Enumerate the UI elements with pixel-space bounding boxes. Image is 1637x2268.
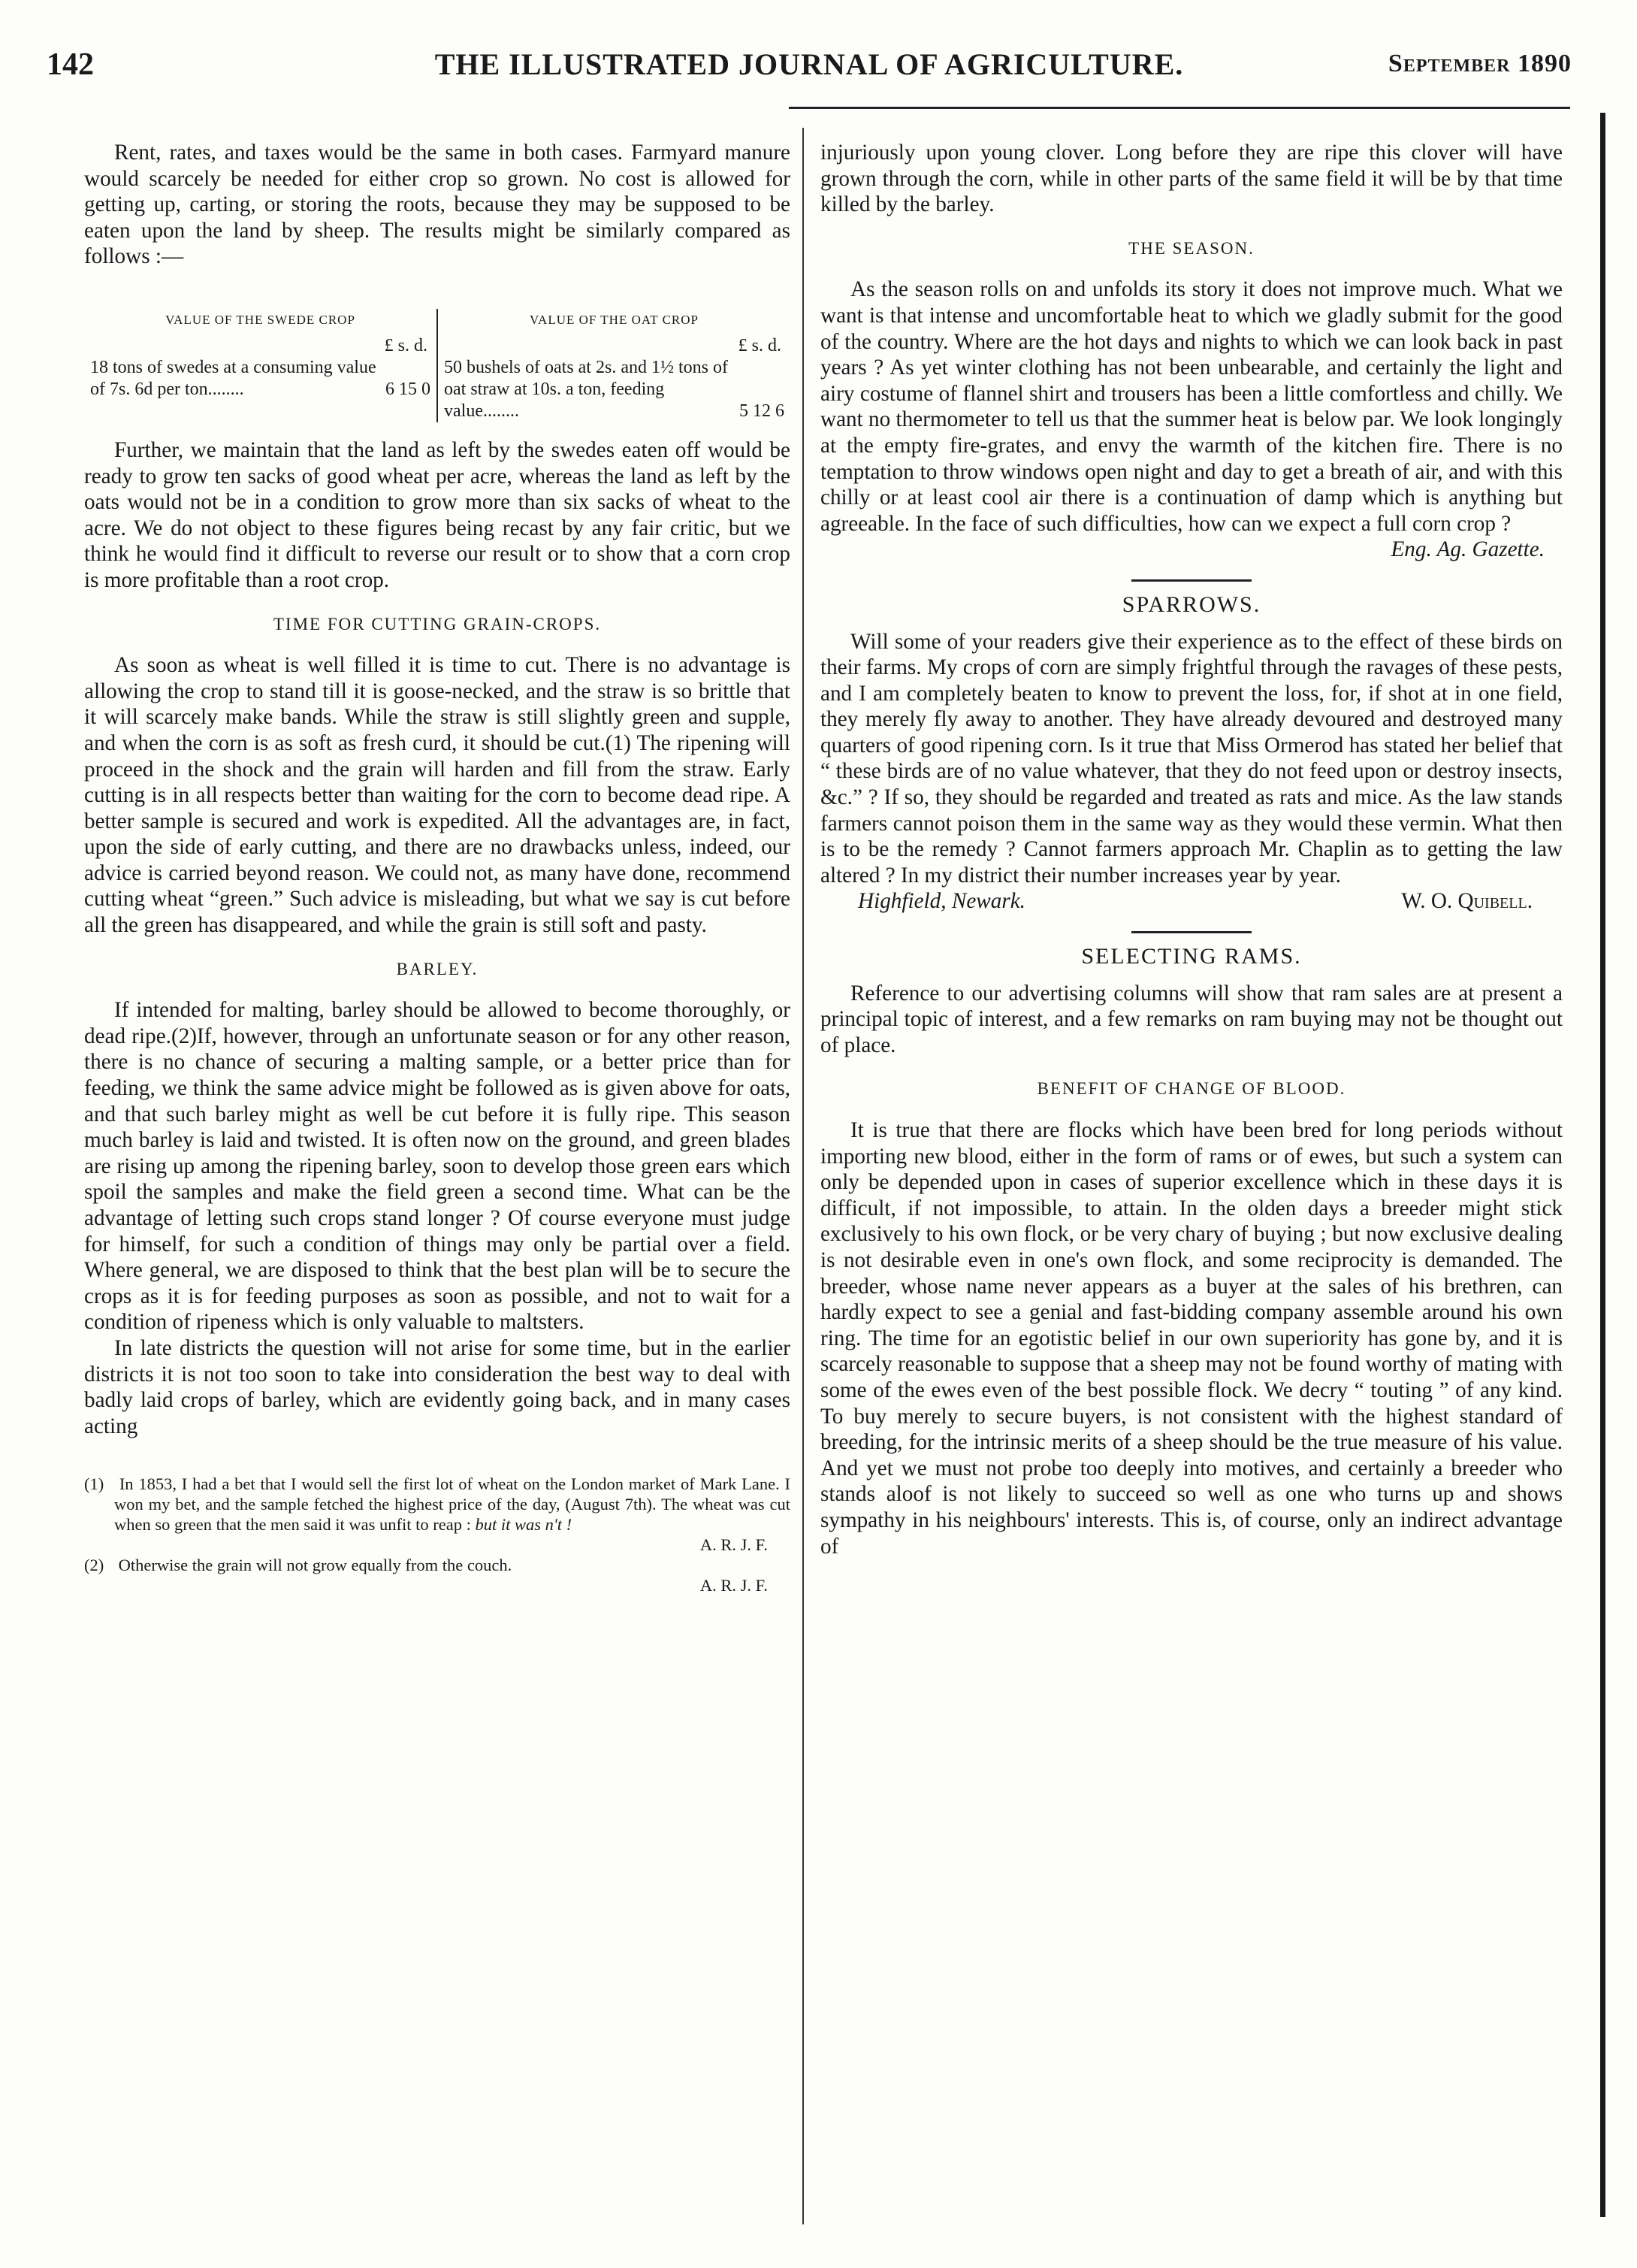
selecting-rams-paragraph: Reference to our advertising columns will show that ram sales are at present a principal topic of interest, and a few remarks on ram buying may not be thought out of place. <box>820 981 1563 1057</box>
footnote-1-label: (1) <box>84 1474 104 1494</box>
time-for-cutting-paragraph: As soon as wheat is well filled it is time to cut. There is no advantage is allowing the crop to stand till it is goose-necked, and the straw is so brittle that it will scarcely make bands. While the straw is still slightly green and supple, and when the corn is as soft as fresh curd, it should be cut.(1) The ripening will proceed in the shock and the grain will harden and fill from the straw. Early cutting is in all respects better than waiting for the corn to become dead ripe. A better sample is secured and work is expedited. All the advantages are, in fact, upon the side of early cutting, and there are no drawbacks unless, indeed, our advice is carried beyond reason. We could not, as many have done, recommend cutting wheat “green.” Such advice is misleading, but what we say is cut before all the green has disappeared, and while the grain is still soft and pasty. <box>84 653 790 938</box>
right-column <box>820 140 1563 1559</box>
selecting-rams-heading: SELECTING RAMS. <box>1081 944 1302 969</box>
barley-paragraph-1: If intended for malting, barley should be allowed to become thoroughly, or dead ripe.(2)If, however, through an unfortunate season or for any other reason, there is no chance of securing a malting sample, or a better price than for feeding, we think the same advice might be followed as is given above for oats, and that such barley might as well be cut before it is fully ripe. This season much barley is laid and twisted. It is often now on the ground, and green blades are rising up among the ripening barley, soon to develop those green ears which spoil the samples and make the field green a second time. What can be the advantage of letting such crops stand longer ? Of course everyone must judge for himself, for such a condition of things may only be partial over a field. Where general, we are disposed to think that the best plan will be to secure the crops as it is for feeding purposes as soon as possible, and not to wait for a condition of ripeness which is only valuable to maltsters. <box>84 998 790 1335</box>
swede-crop-description: 18 tons of swedes at a consuming value of 7s. 6d per ton........ <box>90 357 376 399</box>
intro-paragraph: Rent, rates, and taxes would be the same in both cases. Farmyard manure would scarcely be needed for either crop so grown. No cost is allowed for getting up, carting, or storing the roots, because they may be supposed to be eaten upon the land by sheep. The results might be similarly compared as follows :— <box>84 141 790 269</box>
sparrows-signature <box>820 888 1563 915</box>
issue-date: September 1890 <box>1388 50 1572 77</box>
footnote-2-text: Otherwise the grain will not grow equally from the couch. <box>118 1556 512 1575</box>
footnote-2-signature: A. R. J. F. <box>699 1576 768 1595</box>
sparrows-paragraph: Will some of your readers give their experience as to the effect of these birds on their farms. My crops of corn are simply frightful through the ravages of these pests, and I am completely beaten to know to prevent the loss, for, if shot at in one field, they merely fly away to another. They have already devoured and destroyed many quarters of good ripening corn. Is it true that Miss Ormerod has stated her belief that “ these birds are of no value whatever, that they do not feed upon or destroy insects, &c.” ? If so, they should be regarded and treated as rats and mice. As the law stands farmers cannot poison them in the same way as they would these vermin. What then is to be the remedy ? Cannot farmers approach Mr. Chaplin as to getting the law altered ? In my district their number increases year by year. <box>820 629 1563 888</box>
section-rule-1 <box>1131 579 1252 582</box>
swede-currency-header: £ s. d. <box>384 335 427 355</box>
page-header <box>47 47 1572 92</box>
oat-crop-column <box>438 309 790 422</box>
column-divider <box>802 128 804 2224</box>
footnote-2-label: (2) <box>84 1556 104 1575</box>
sparrows-place: Highfield, Newark. <box>858 889 1025 914</box>
footnote-1-text: In 1853, I had a bet that I would sell the first lot of wheat on the London market of Mark Lane. I won my bet, and the sample fetched the highest price of the day, (August 7th). The wheat was cut when so green that the men said it was unfit to reap : <box>114 1474 791 1535</box>
swede-crop-amount: 6 15 0 <box>385 379 430 399</box>
sparrows-heading: SPARROWS. <box>1122 591 1261 617</box>
oat-currency-header: £ s. d. <box>738 335 781 355</box>
season-heading: THE SEASON. <box>1128 238 1255 258</box>
page-number: 142 <box>47 47 94 82</box>
footnote-2 <box>84 1555 790 1575</box>
season-source: Eng. Ag. Gazette. <box>1391 537 1545 562</box>
oat-crop-header: VALUE OF THE OAT CROP <box>529 312 699 327</box>
continuation-paragraph: injuriously upon young clover. Long before they are ripe this clover will have grown through the corn, while in other parts of the same field it will be by that time killed by the barley. <box>820 141 1563 217</box>
oat-crop-row <box>444 357 784 422</box>
oat-crop-description: 50 bushels of oats at 2s. and 1½ tons of oat straw at 10s. a ton, feeding value........ <box>444 357 728 421</box>
footnote-1 <box>84 1474 790 1535</box>
oat-crop-amount: 5 12 6 <box>739 401 784 421</box>
header-rule <box>789 107 1570 109</box>
barley-paragraph-2: In late districts the question will not arise for some time, but in the earlier districts it is not too soon to take into consideration the best way to deal with badly laid crops of barley, which are evidently going back, and in many cases acting <box>84 1335 790 1438</box>
sparrows-author: W. O. Quibell. <box>1401 889 1533 914</box>
footnote-1-signature: A. R. J. F. <box>699 1535 768 1555</box>
further-paragraph: Further, we maintain that the land as left by the swedes eaten off would be ready to grow ten sacks of good wheat per acre, whereas the land as left by the oats would not be in a condition to grow more than six sacks of wheat to the acre. We do not object to these figures being recast by any fair critic, but we think he would find it difficult to reverse our result or to show that a corn crop is more profitable than a root crop. <box>84 437 790 592</box>
footnote-1-italic: but it was n't ! <box>475 1515 572 1535</box>
change-of-blood-heading: BENEFIT OF CHANGE OF BLOOD. <box>1037 1079 1346 1099</box>
swede-crop-header: VALUE OF THE SWEDE CROP <box>165 312 355 327</box>
crop-value-table <box>84 309 790 422</box>
season-paragraph: As the season rolls on and unfolds its story it does not improve much. What we want is that intense and uncomfortable heat to which we gladly submit for the good of the country. Where are the hot days and nights to which we can look back in past years ? As yet winter clothing has not been unbearable, and certainly the light and airy costume of flannel shirt and trousers has been a little comfortless and chilly. We want no thermometer to tell us that the summer heat is below par. We look longingly at the empty fire-grates, and envy the warmth of the kitchen fire. There is no temptation to throw windows open night and day to get a breath of air, and with this chilly or at least cool air there is a continuation of damp which is anything but agreeable. In the face of such difficulties, how can we expect a full corn crop ? <box>820 277 1563 536</box>
barley-heading: BARLEY. <box>396 959 479 978</box>
change-of-blood-paragraph: It is true that there are flocks which have been bred for long periods without importing new blood, either in the form of rams or of ewes, but such a system can only be depended upon in cases of superior excellence which in these days it is difficult, if not impossible, to attain. In the olden days a breeder might stick exclusively to his own flock, or be very chary of buying ; but now exclusive dealing is not desirable even in one's own flock, and some reciprocity is demanded. The breeder, whose name never appears as a buyer at the sales of his brethren, can hardly expect to see a genial and fast-bidding company assemble around his own ring. The time for an egotistic belief in our own superiority has gone by, and it is scarcely reasonable to suppose that a sheep may not be found worthy of mating with some of the ewes even of the best possible flock. We decry “ touting ” of any kind. To buy merely to secure buyers, is not consistent with the highest standard of breeding, for the intrinsic merits of a sheep should be the true measure of his value. And yet we must not probe too deeply into motives, and certainly a breeder who stands aloof is not likely to succeed so well as one who turns up and shows sympathy in his neighbours' interests. This is, of course, only an indirect advantage of <box>820 1118 1563 1559</box>
left-column <box>84 140 790 1595</box>
swede-crop-column <box>84 309 438 422</box>
swede-crop-row <box>90 357 430 401</box>
time-for-cutting-heading: TIME FOR CUTTING GRAIN-CROPS. <box>273 614 602 634</box>
section-rule-2 <box>1131 931 1252 933</box>
journal-title: THE ILLUSTRATED JOURNAL OF AGRICULTURE. <box>434 47 1184 81</box>
page-edge-bar <box>1600 113 1605 2217</box>
footnotes <box>84 1474 790 1595</box>
